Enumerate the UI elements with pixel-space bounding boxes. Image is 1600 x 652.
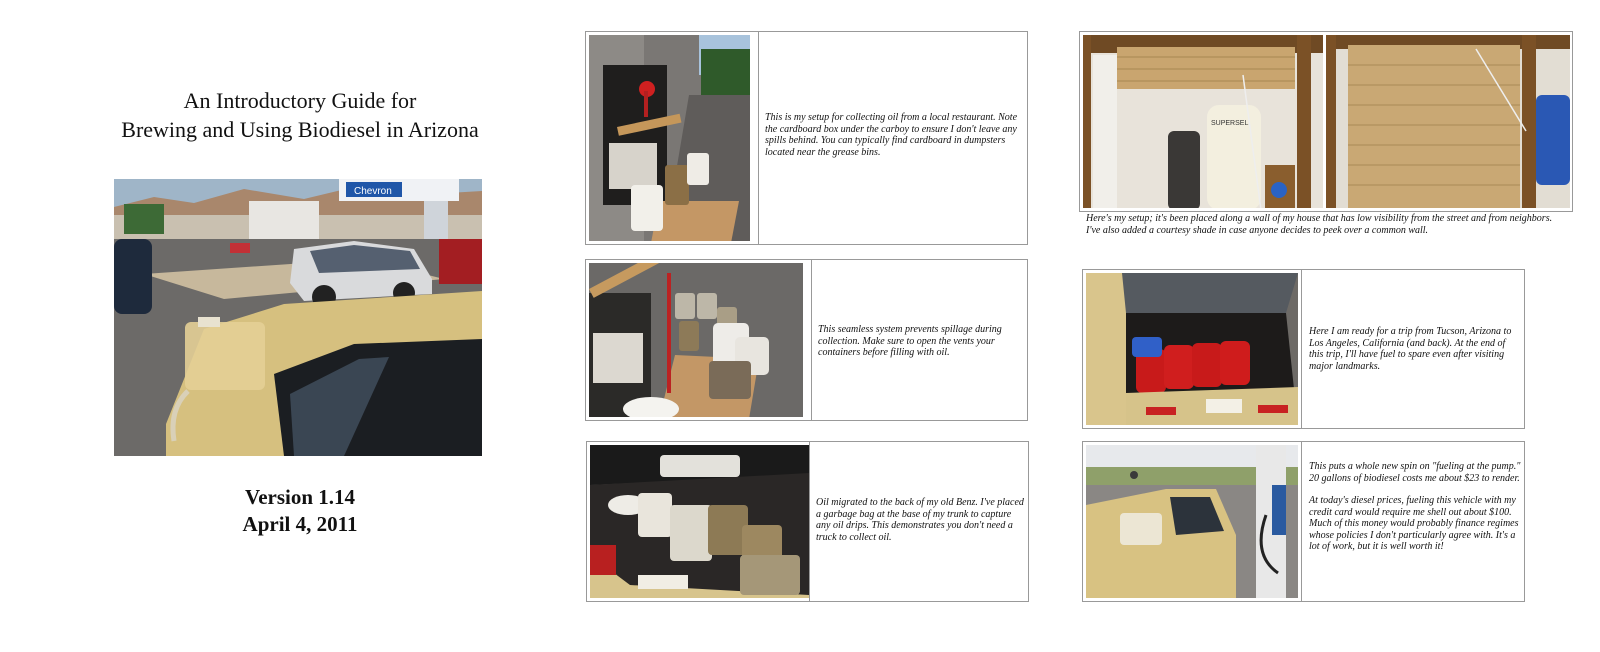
panel-at-the-pump <box>1082 441 1525 602</box>
photo-gas-cans-in-trunk <box>1086 273 1298 425</box>
caption-home-setup: Here's my setup; it's been placed along a wall of my house that has low visibility from the street and from neighbors. I've also added a courtesy shade in case anyone decides to peek over a common wall. <box>1086 213 1553 236</box>
panel-home-setup-photos <box>1079 31 1573 212</box>
cover-title-line-1: An Introductory Guide for <box>183 88 417 113</box>
panel-divider <box>758 32 759 244</box>
panel-divider <box>809 442 810 601</box>
cover-title <box>80 86 520 144</box>
panel-divider <box>811 260 812 420</box>
tank-label: SUPERSEL <box>1211 120 1249 127</box>
panel-benz-trunk <box>586 441 1029 602</box>
panel-collection-setup <box>585 31 1028 245</box>
photo-courtesy-shade <box>1326 35 1570 208</box>
caption-pump-paragraph-2: At today's diesel prices, fueling this vehicle with my credit card would require me shell out about $100. Much of this money would probably finance regimes whose policies I don't particularly agree with. It's a lot of work, but it is well worth it! <box>1309 495 1519 552</box>
caption-benz-trunk: Oil migrated to the back of my old Benz. I've placed a garbage bag at the base of my trunk to capture any oil drips. This demonstrates you don't need a truck to collect oil. <box>816 497 1024 543</box>
caption-road-trip: Here I am ready for a trip from Tucson, Arizona to Los Angeles, California (and back). At the end of this trip, I'll have fuel to spare even after visiting major landmarks. <box>1309 326 1512 372</box>
caption-collection-setup: This is my setup for collecting oil from a local restaurant. Note the cardboard box under the carboy to ensure I don't leave any spills behind. You can typically find cardboard in dumpsters located near the grease bins. <box>765 112 1018 158</box>
photo-setup-along-wall <box>1083 35 1323 208</box>
photo-oil-collection-setup <box>589 35 750 241</box>
panel-seamless-system <box>585 259 1028 421</box>
photo-seamless-collection <box>589 263 803 417</box>
version-label: Version 1.14 <box>244 485 356 509</box>
panel-divider <box>1301 270 1302 428</box>
panel-divider <box>1301 442 1302 601</box>
caption-pump-paragraph-1: This puts a whole new spin on "fueling at the pump." 20 gallons of biodiesel costs me about $23 to render. <box>1309 461 1521 484</box>
photo-car-at-pump <box>1086 445 1298 598</box>
photo-oil-in-trunk <box>590 445 809 598</box>
caption-at-the-pump <box>1309 461 1521 564</box>
cover-version-block <box>180 484 420 538</box>
cover-title-line-2: Brewing and Using Biodiesel in Arizona <box>121 117 479 142</box>
cover-photo-car-at-gas-station <box>114 179 482 456</box>
version-date: April 4, 2011 <box>242 512 358 536</box>
station-sign-text: Chevron <box>354 186 392 197</box>
caption-seamless-system: This seamless system prevents spillage during collection. Make sure to open the vents your containers before filling with oil. <box>818 324 1002 358</box>
panel-road-trip <box>1082 269 1525 429</box>
